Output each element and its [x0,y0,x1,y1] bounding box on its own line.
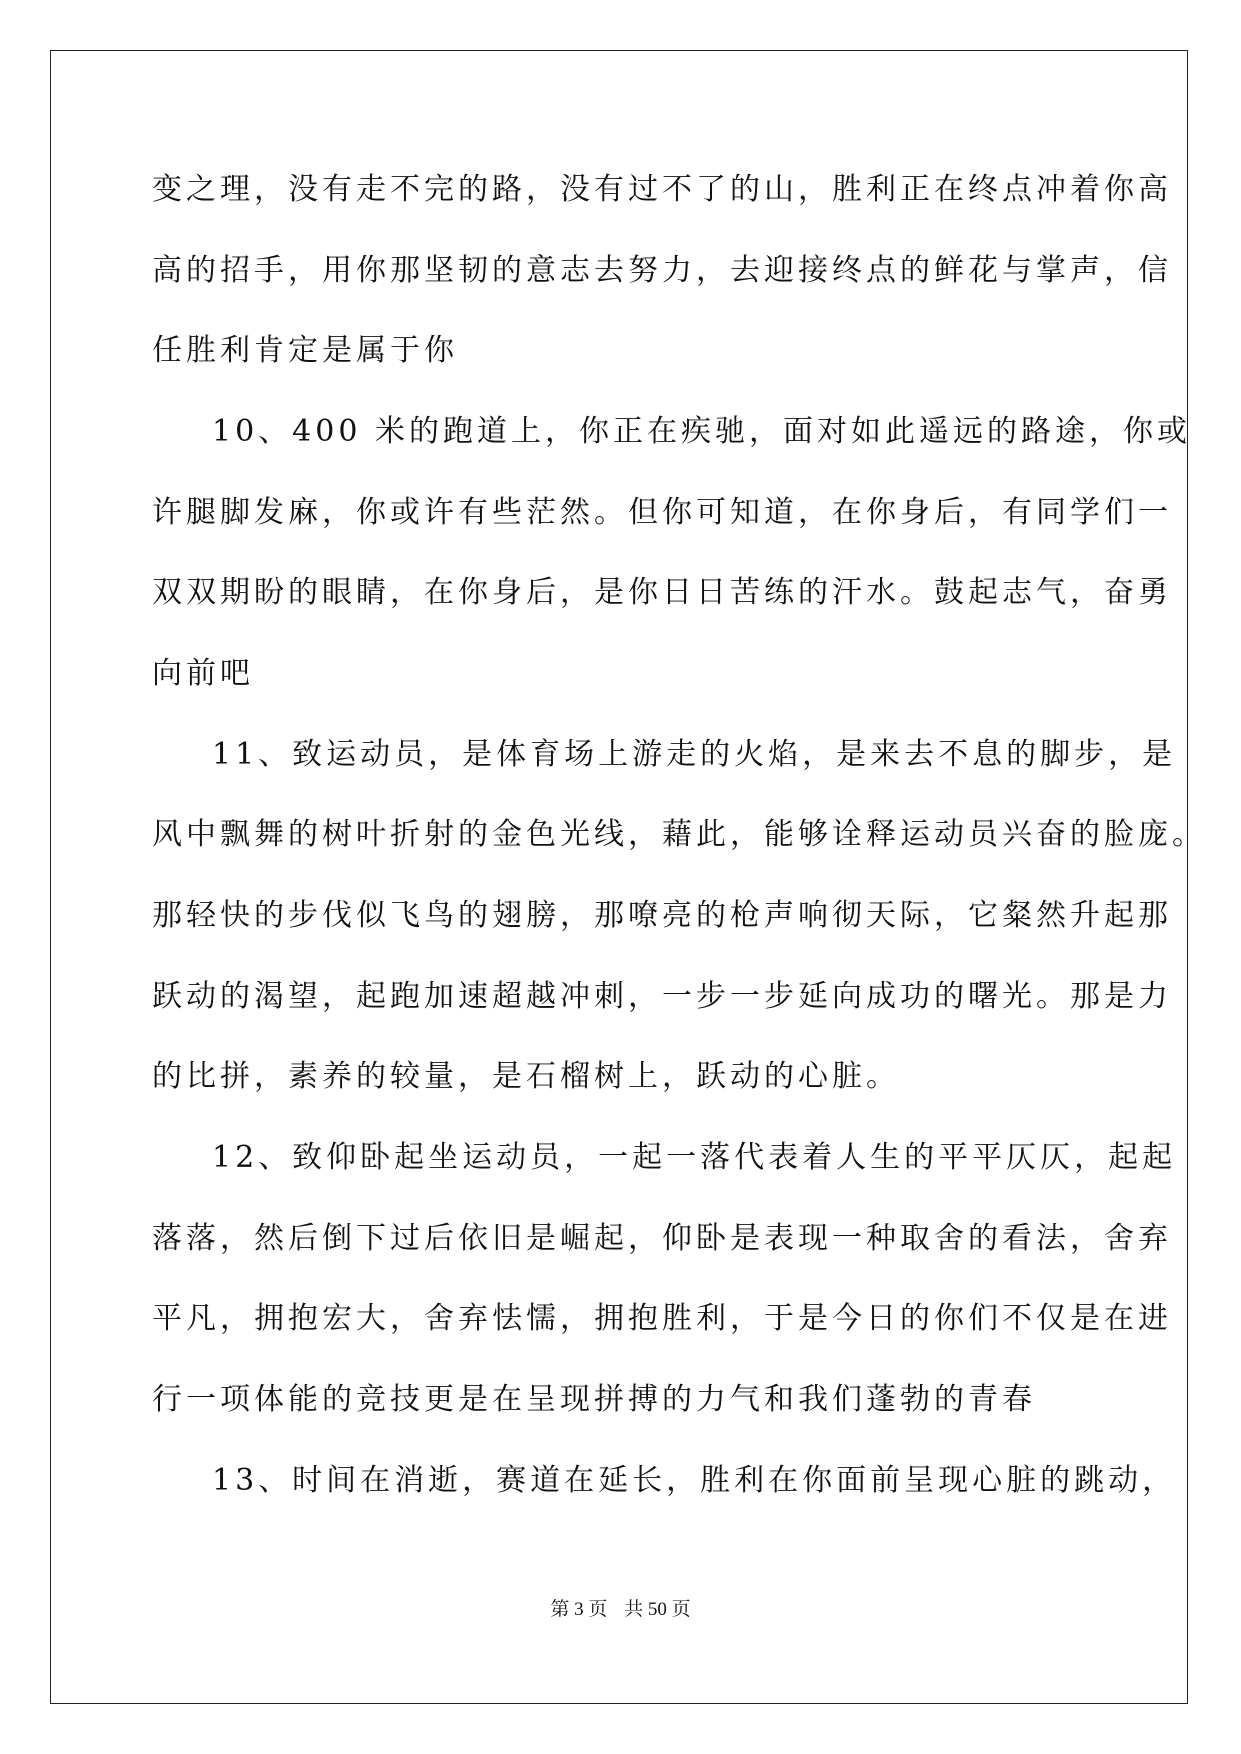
text-line: 13、时间在消逝，赛道在延长，胜利在你面前呈现心脏的跳动， [212,1463,1177,1498]
text-line: 10、400 米的跑道上，你正在疾驰，面对如此遥远的路途，你或 [212,414,1191,449]
text-line: 11、致运动员，是体育场上游走的火焰，是来去不息的脚步，是 [212,737,1177,772]
total-pages: 共 50 页 [624,1599,691,1620]
text-line: 许腿脚发麻，你或许有些茫然。但你可知道，在你身后，有同学们一 [152,495,1172,530]
text-line: 行一项体能的竞技更是在呈现拼搏的力气和我们蓬勃的青春 [152,1382,1036,1417]
text-line: 跃动的渴望，起跑加速超越冲刺，一步一步延向成功的曙光。那是力 [152,979,1172,1014]
text-line: 那轻快的步伐似飞鸟的翅膀，那嘹亮的枪声响彻天际，它粲然升起那 [152,898,1172,933]
text-line: 高的招手，用你那坚韧的意志去努力，去迎接终点的鲜花与掌声，信 [152,253,1172,288]
text-line: 落落，然后倒下过后依旧是崛起，仰卧是表现一种取舍的看法，舍弃 [152,1221,1172,1256]
page-number: 第 3 页 [550,1599,608,1620]
text-line: 12、致仰卧起坐运动员，一起一落代表着人生的平平仄仄，起起 [212,1140,1177,1175]
text-line: 变之理，没有走不完的路，没有过不了的山，胜利正在终点冲着你高 [152,172,1172,207]
text-line: 风中飘舞的树叶折射的金色光线，藉此，能够诠释运动员兴奋的脸庞。 [152,817,1206,852]
text-line: 向前吧 [152,656,254,691]
text-line: 的比拼，素养的较量，是石榴树上，跃动的心脏。 [152,1059,900,1094]
text-line: 平凡，拥抱宏大，舍弃怯懦，拥抱胜利，于是今日的你们不仅是在进 [152,1301,1172,1336]
page-border [50,50,1188,1704]
text-line: 任胜利肯定是属于你 [152,333,458,368]
page-footer [0,1598,1241,1622]
text-line: 双双期盼的眼睛，在你身后，是你日日苦练的汗水。鼓起志气，奋勇 [152,575,1172,610]
